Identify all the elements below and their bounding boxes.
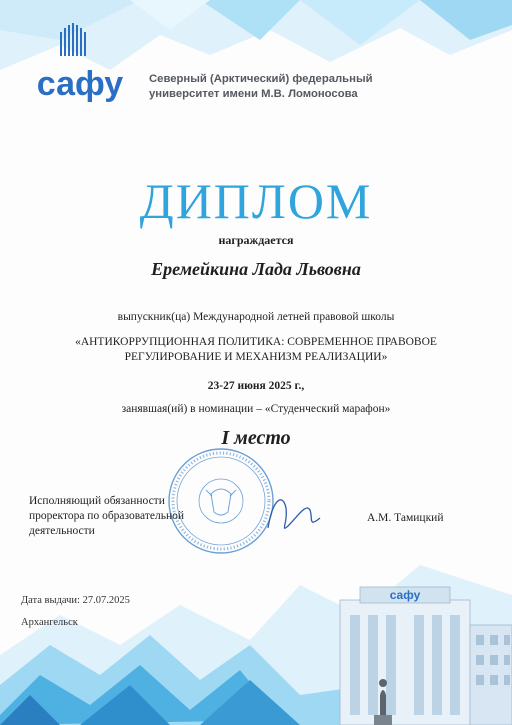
signatory-title-line1: Исполняющий обязанности xyxy=(29,495,165,507)
diploma-title: ДИПЛОМ xyxy=(139,173,373,229)
building-sign-text: сафу xyxy=(389,588,421,602)
program-line2: РЕГУЛИРОВАНИЕ И МЕХАНИЗМ РЕАЛИЗАЦИИ» xyxy=(124,351,388,363)
signatory-title xyxy=(29,494,184,539)
signatory-title-line3: деятельности xyxy=(29,525,95,537)
program-dates: 23-27 июня 2025 г., xyxy=(207,380,305,392)
signatory-title-line2: проректора по образовательной xyxy=(29,510,185,522)
issue-date: Дата выдачи: 27.07.2025 xyxy=(21,595,130,606)
university-name-line2: университет имени М.В. Ломоносова xyxy=(149,88,358,100)
nomination-line: занявшая(ий) в номинации – «Студенческий марафон» xyxy=(121,403,391,415)
recipient-name: Еремейкина Лада Львовна xyxy=(151,259,361,279)
signature-icon xyxy=(258,488,328,538)
university-name xyxy=(149,72,373,102)
signer-name: А.М. Тамицкий xyxy=(367,512,444,524)
university-name-line1: Северный (Арктический) федеральный xyxy=(149,73,373,85)
program-name xyxy=(0,335,512,365)
awarded-label: награждается xyxy=(218,233,294,247)
issue-city: Архангельск xyxy=(21,617,78,628)
award-place: I место xyxy=(221,427,291,449)
logo-text: сафу xyxy=(36,65,124,103)
university-building-icon xyxy=(300,575,512,725)
safu-logo-icon xyxy=(30,20,130,110)
program-line1: «АНТИКОРРУПЦИОННАЯ ПОЛИТИКА: СОВРЕМЕННОЕ ПРАВОВОЕ xyxy=(75,336,437,348)
graduate-line: выпускник(ца) Международной летней правовой школы xyxy=(117,311,395,323)
